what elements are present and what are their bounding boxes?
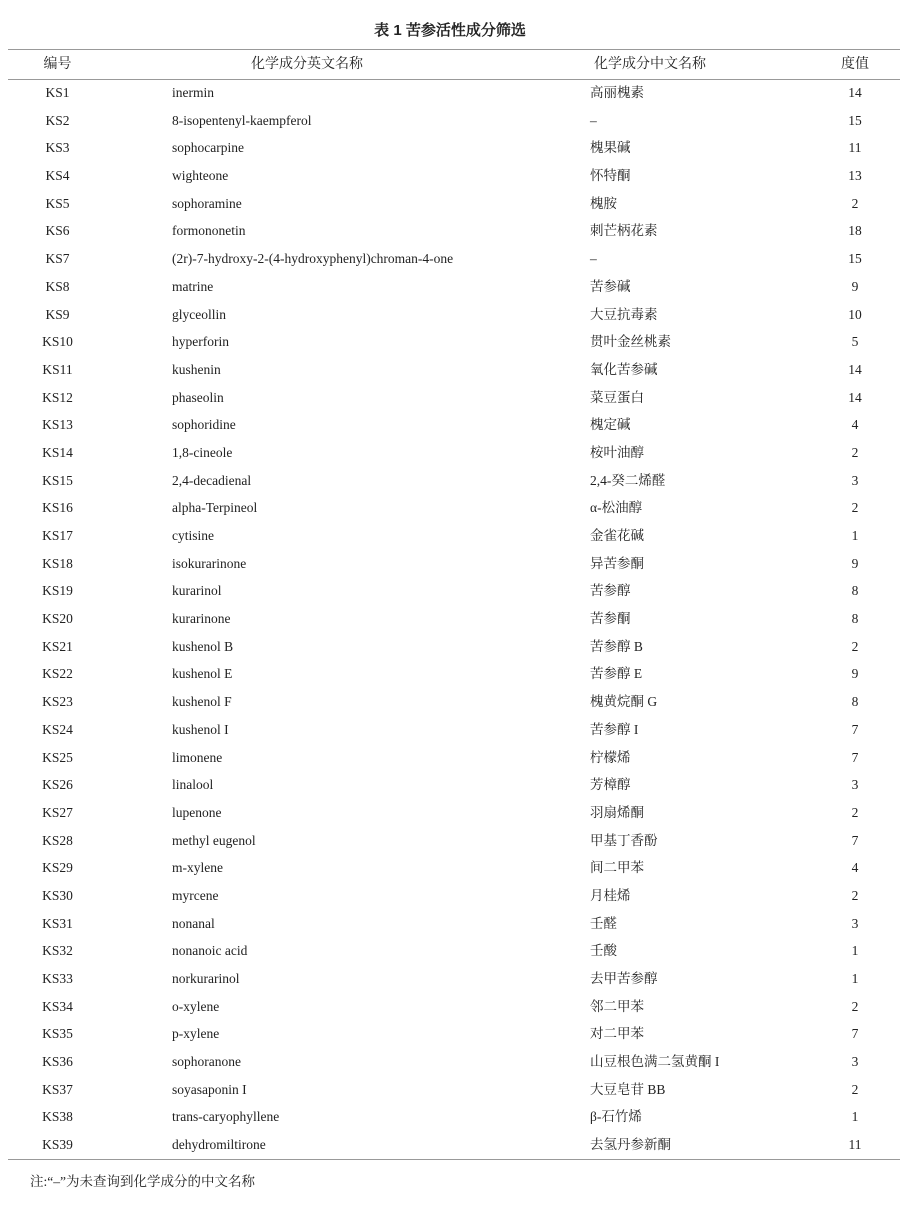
cell-degree: 1 [851,528,859,543]
cell-chinese-name: 金雀花碱 [590,528,644,543]
table-row [0,411,900,439]
table-row [0,937,900,965]
cell-english-name: kushenin [172,361,221,377]
cell-chinese-name: 苦参酮 [590,611,631,627]
cell-chinese-name: 槐黄烷酮 G [590,694,658,710]
cell-id: KS28 [42,832,73,848]
cell-english-name: dehydromiltirone [172,1137,266,1153]
cell-chinese-name: 对二甲苯 [590,1026,644,1042]
cell-degree: 1 [851,943,859,959]
cell-chinese-name: 壬酸 [590,943,617,959]
cell-english-name: alpha-Terpineol [172,500,258,516]
table-row [0,301,900,329]
cell-chinese-name: 苦参醇 B [590,638,643,654]
cell-chinese-name: 苦参醇 E [590,666,643,682]
table-row [0,854,900,882]
table-row [0,134,900,162]
cell-degree: 2 [851,998,859,1014]
table-row [0,79,900,107]
cell-english-name: kushenol E [172,666,233,682]
cell-chinese-name: 苦参醇 I [590,721,639,737]
table-row [0,107,900,135]
cell-chinese-name: 槐果碱 [590,140,631,156]
header-id: 编号 [43,57,72,72]
table-body [0,79,900,1159]
table-row [0,217,900,245]
cell-english-name: kurarinone [172,611,231,627]
table-note: 注:“–”为未查询到化学成分的中文名称 [30,1174,255,1189]
cell-id: KS16 [42,500,73,516]
cell-chinese-name: 壬醛 [590,915,617,931]
table-row [0,1020,900,1048]
cell-english-name: nonanal [172,915,215,931]
cell-chinese-name: 异苦参酮 [590,555,644,571]
cell-id: KS8 [45,278,70,294]
cell-chinese-name: 槐胺 [590,195,617,211]
table-row [0,1131,900,1159]
cell-english-name: sophocarpine [172,140,244,156]
cell-english-name: sophoranone [172,1054,241,1070]
cell-degree: 13 [848,168,862,184]
cell-english-name: isokurarinone [172,555,247,571]
cell-id: KS4 [45,168,70,184]
table-row [0,494,900,522]
cell-english-name: phaseolin [172,389,224,405]
table-row [0,577,900,605]
cell-id: KS35 [42,1026,73,1042]
cell-id: KS34 [42,998,73,1014]
cell-english-name: kushenol F [172,694,232,710]
cell-chinese-name: 槐定碱 [590,417,631,433]
cell-chinese-name: 芳樟醇 [590,777,631,793]
cell-chinese-name: 高丽槐素 [590,85,644,100]
cell-english-name: matrine [172,278,214,294]
cell-id: KS15 [42,472,73,488]
table-row [0,744,900,772]
table-row [0,384,900,412]
cell-chinese-name: 去氢丹参新酮 [590,1137,671,1153]
cell-degree: 2 [851,195,859,211]
header-degree: 度值 [841,57,869,72]
cell-degree: 7 [851,749,859,765]
cell-english-name: (2r)-7-hydroxy-2-(4-hydroxyphenyl)chroman-4-one [172,251,454,267]
cell-id: KS10 [42,334,73,350]
cell-id: KS1 [45,85,70,100]
cell-english-name: glyceollin [172,306,226,322]
cell-english-name: lupenone [172,804,222,820]
cell-id: KS33 [42,971,73,986]
table-row [0,1076,900,1104]
cell-degree: 3 [851,915,859,931]
cell-chinese-name: 去甲苦参醇 [590,971,658,986]
cell-degree: 3 [851,1054,859,1070]
cell-degree: 2 [851,500,859,516]
cell-english-name: m-xylene [172,860,223,876]
cell-english-name: o-xylene [172,998,220,1014]
cell-english-name: kushenol I [172,721,229,737]
cell-degree: 5 [851,334,859,350]
table-header [0,50,900,79]
cell-id: KS17 [42,528,73,543]
cell-english-name: soyasaponin I [172,1081,247,1097]
cell-chinese-name: 柠檬烯 [590,749,631,765]
table-row [0,965,900,993]
table-row [0,633,900,661]
cell-degree: 14 [848,85,862,100]
cell-id: KS30 [42,887,73,903]
table-row [0,827,900,855]
cell-english-name: limonene [172,749,223,765]
cell-id: KS12 [42,389,73,405]
cell-degree: 3 [851,472,859,488]
cell-degree: 14 [848,389,862,405]
cell-english-name: linalool [172,777,214,793]
cell-chinese-name: 羽扇烯酮 [590,804,644,820]
table-row [0,522,900,550]
cell-id: KS18 [42,555,73,571]
cell-id: KS3 [45,140,70,156]
cell-id: KS31 [42,915,73,931]
table-row [0,190,900,218]
cell-english-name: myrcene [172,887,219,903]
cell-id: KS32 [42,943,73,959]
table-row [0,910,900,938]
cell-degree: 7 [851,1026,859,1042]
bottom-rule [8,1159,900,1160]
cell-degree: 2 [851,444,859,460]
cell-degree: 11 [848,140,862,156]
cell-id: KS38 [42,1109,73,1125]
table-row [0,605,900,633]
cell-english-name: sophoramine [172,195,242,211]
cell-chinese-name: 甲基丁香酚 [590,832,658,848]
table-row [0,550,900,578]
cell-id: KS5 [45,195,70,211]
cell-english-name: kushenol B [172,638,234,654]
cell-english-name: sophoridine [172,417,236,433]
cell-chinese-name: 大豆抗毒素 [590,306,658,322]
cell-english-name: norkurarinol [172,971,240,986]
cell-id: KS14 [42,444,73,460]
table-row [0,162,900,190]
cell-degree: 8 [851,583,859,599]
cell-degree: 10 [848,306,862,322]
cell-chinese-name: 怀特酮 [590,168,631,184]
cell-english-name: 2,4-decadienal [172,472,252,488]
cell-id: KS11 [42,361,73,377]
header-english-name: 化学成分英文名称 [251,57,363,72]
cell-chinese-name: 2,4-癸二烯醛 [590,472,666,488]
cell-id: KS26 [42,777,73,793]
cell-chinese-name: 菜豆蛋白 [590,389,644,405]
table-row [0,245,900,273]
cell-chinese-name: 间二甲苯 [590,860,644,876]
cell-degree: 9 [851,278,859,294]
cell-english-name: formononetin [172,223,246,239]
cell-degree: 2 [851,1081,859,1097]
table-title: 表 1 苦参活性成分筛选 [374,22,526,39]
cell-id: KS23 [42,694,73,710]
cell-chinese-name: β-石竹烯 [590,1109,642,1125]
table-row [0,1103,900,1131]
table-row [0,273,900,301]
cell-degree: 7 [851,832,859,848]
cell-degree: 4 [851,860,859,876]
header-chinese-name: 化学成分中文名称 [594,57,706,72]
cell-id: KS6 [45,223,70,239]
table-row [0,882,900,910]
cell-english-name: methyl eugenol [172,832,256,848]
cell-chinese-name: 山豆根色满二氢黄酮 I [590,1054,720,1070]
table-row [0,467,900,495]
cell-chinese-name: 大豆皂苷 BB [590,1081,666,1097]
cell-degree: 3 [851,777,859,793]
cell-chinese-name: 月桂烯 [590,887,631,903]
table-row [0,328,900,356]
cell-english-name: 1,8-cineole [172,444,233,460]
table-row [0,799,900,827]
cell-id: KS25 [42,749,73,765]
cell-id: KS39 [42,1137,73,1153]
cell-degree: 2 [851,887,859,903]
cell-degree: 7 [851,721,859,737]
cell-chinese-name: 苦参醇 [590,583,631,599]
cell-id: KS2 [45,112,70,128]
cell-english-name: p-xylene [172,1026,220,1042]
cell-degree: 14 [848,361,862,377]
cell-english-name: nonanoic acid [172,943,248,959]
cell-chinese-name: 苦参碱 [590,278,631,294]
cell-degree: 8 [851,611,859,627]
cell-degree: 18 [848,223,862,239]
cell-chinese-name: 刺芒柄花素 [590,223,658,239]
table-row [0,771,900,799]
table-row [0,688,900,716]
cell-chinese-name: 氧化苦参碱 [590,361,658,377]
cell-degree: 2 [851,638,859,654]
cell-english-name: trans-caryophyllene [172,1109,280,1125]
cell-id: KS22 [42,666,73,682]
cell-degree: 15 [848,112,862,128]
cell-degree: 1 [851,1109,859,1125]
cell-id: KS37 [42,1081,73,1097]
cell-id: KS24 [42,721,73,737]
cell-english-name: hyperforin [172,334,229,350]
cell-id: KS29 [42,860,73,876]
cell-id: KS20 [42,611,73,627]
cell-chinese-name: 邻二甲苯 [590,998,644,1014]
cell-chinese-name: α-松油醇 [590,500,643,516]
cell-id: KS7 [45,251,70,267]
cell-id: KS13 [42,417,73,433]
table-row [0,439,900,467]
cell-chinese-name: 桉叶油醇 [590,444,644,460]
cell-degree: 4 [851,417,859,433]
table-row [0,660,900,688]
cell-id: KS36 [42,1054,73,1070]
cell-degree: 2 [851,804,859,820]
table-row [0,356,900,384]
table-row [0,1048,900,1076]
cell-english-name: inermin [172,85,214,100]
cell-degree: 15 [848,251,862,267]
cell-degree: 9 [851,555,859,571]
cell-chinese-name: – [590,251,597,267]
cell-degree: 1 [851,971,859,986]
cell-english-name: cytisine [172,528,214,543]
cell-id: KS9 [45,306,70,322]
table-row [0,993,900,1021]
table-row [0,716,900,744]
cell-id: KS21 [42,638,73,654]
cell-degree: 9 [851,666,859,682]
cell-english-name: 8-isopentenyl-kaempferol [172,112,312,128]
cell-chinese-name: 贯叶金丝桃素 [590,334,671,350]
cell-english-name: wighteone [172,168,229,184]
cell-degree: 11 [848,1137,862,1153]
cell-chinese-name: – [590,112,597,128]
cell-id: KS27 [42,804,73,820]
cell-english-name: kurarinol [172,583,222,599]
cell-id: KS19 [42,583,73,599]
cell-degree: 8 [851,694,859,710]
